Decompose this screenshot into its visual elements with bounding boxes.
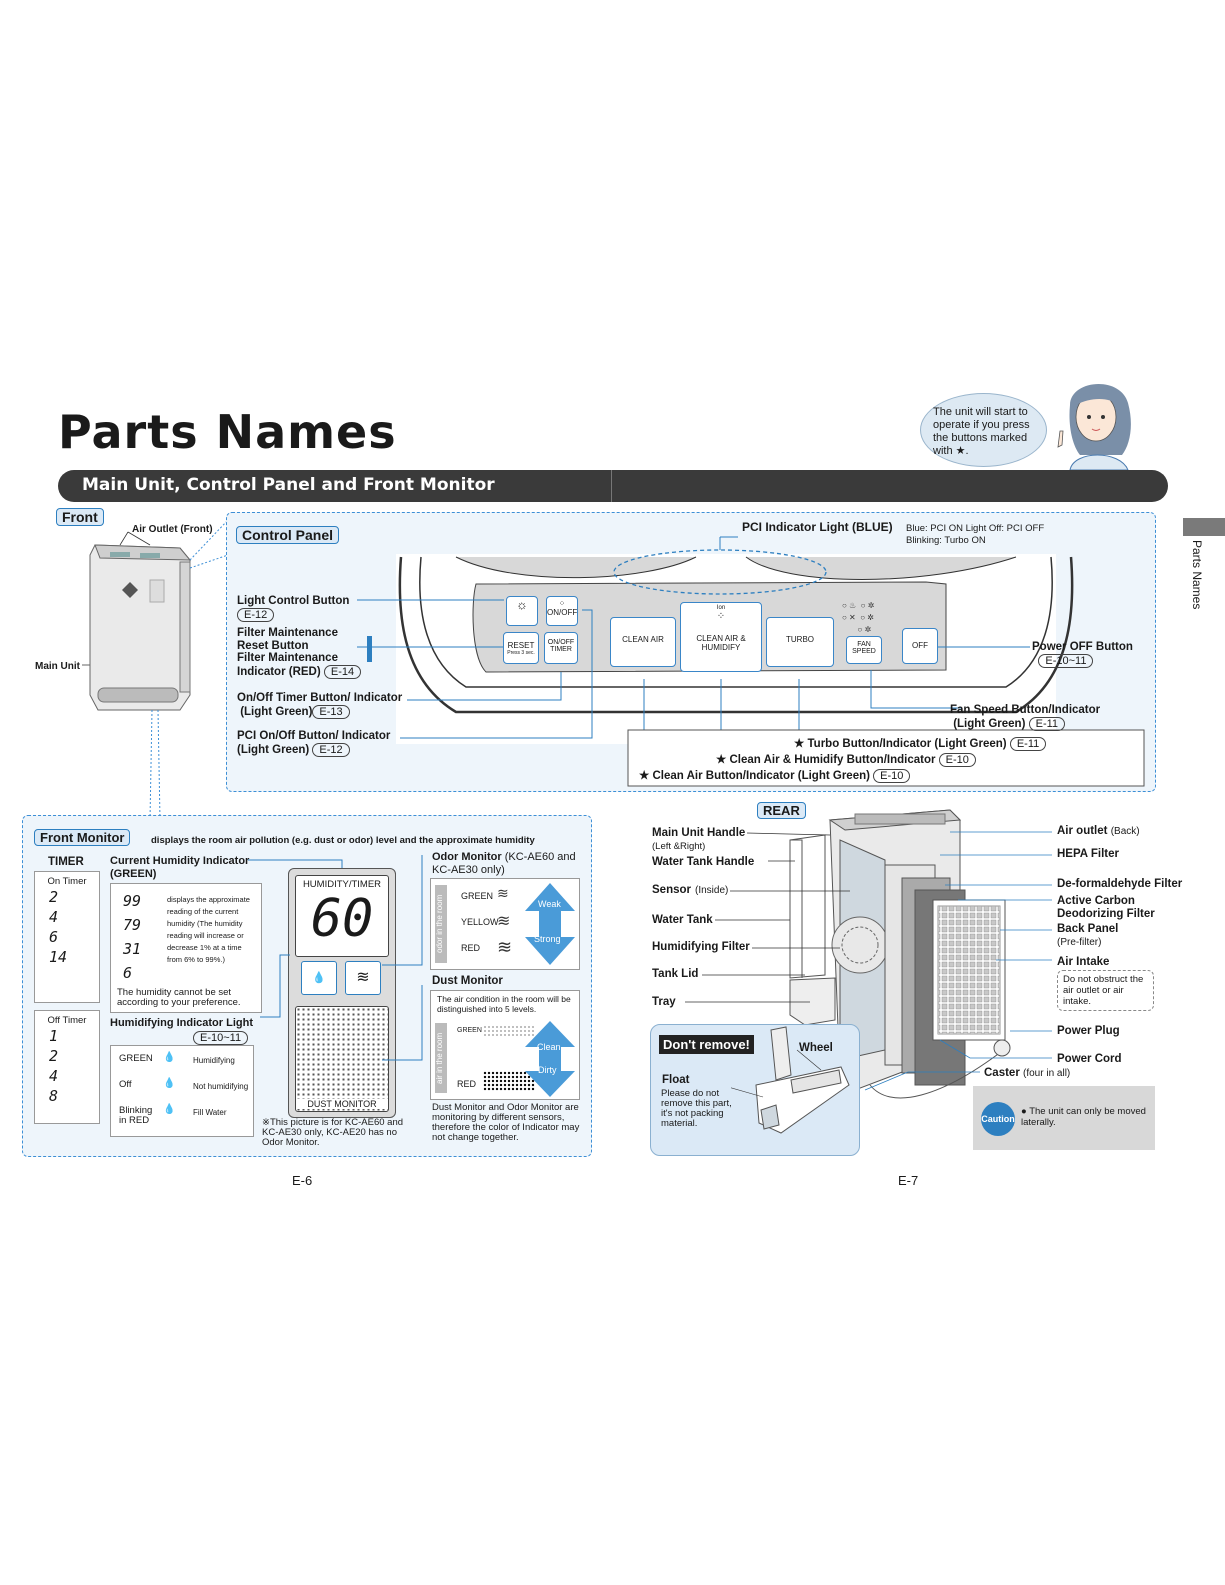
humidity-sample-value: 99 xyxy=(123,892,142,910)
sun-icon: ☼ xyxy=(516,597,528,612)
rear-part-label: Water Tank Handle xyxy=(652,856,755,868)
front-tag: Front xyxy=(56,508,104,526)
rear-part-label: Tank Lid xyxy=(652,968,699,980)
light-control-ref: E-12 xyxy=(237,608,274,622)
caution-badge: Caution xyxy=(981,1102,1015,1136)
side-tab-label: Parts Names xyxy=(1190,540,1204,610)
ion-icon: ⁘ xyxy=(716,611,726,622)
filter-indicator-label: Filter Maintenance Indicator (RED) E-14 xyxy=(237,652,361,679)
fan-speed-ref: E-11 xyxy=(1029,717,1065,731)
timer-value: 4 xyxy=(49,1067,59,1085)
speech-bubble xyxy=(920,393,1047,467)
humidity-sample-value: 31 xyxy=(123,940,142,958)
odor-monitor-box xyxy=(430,878,580,970)
power-cord-label: Power Cord xyxy=(1057,1053,1122,1065)
dust-monitor-box xyxy=(430,990,580,1100)
dont-remove-label: Don't remove! xyxy=(659,1035,754,1054)
light-control-label: Light Control Button E-12 xyxy=(237,595,350,621)
humidity-sample-value: 79 xyxy=(123,916,142,934)
fan-speed-button[interactable] xyxy=(846,636,882,664)
main-unit-label: Main Unit xyxy=(35,661,80,672)
onoff-timer-button[interactable] xyxy=(544,632,578,664)
humidifying-ref: E-10~11 xyxy=(193,1031,248,1045)
reset-text: RESET xyxy=(507,641,535,650)
monitor-note: Dust Monitor and Odor Monitor are monitoring by different sensors, therefore the color of Indicator may not change together. xyxy=(432,1102,580,1143)
turbo-label: ★ Turbo Button/Indicator (Light Green) E-11 xyxy=(794,737,1046,751)
odor-wave-icon: ≋ xyxy=(497,885,509,901)
rear-part-label: Humidifying Filter xyxy=(652,941,750,953)
air-outlet-back-label: Air outlet (Back) xyxy=(1057,825,1140,837)
footnote: ※This picture is for KC-AE60 and KC-AE30 only, KC-AE20 has no Odor Monitor. xyxy=(262,1117,404,1148)
odor-level: GREEN xyxy=(461,891,494,901)
front-monitor-desc: displays the room air pollution (e.g. dust or odor) level and the approximate humidity xyxy=(151,835,535,846)
air-intake-note: Do not obstruct the air outlet or air intake. xyxy=(1057,970,1154,1011)
clean-humidify-ref: E-10 xyxy=(939,753,976,767)
pci-icon: ⁘ xyxy=(558,599,566,608)
weak-label: Weak xyxy=(538,899,561,909)
rear-part-label: Water Tank xyxy=(652,914,713,926)
clean-air-label: ★ Clean Air Button/Indicator (Light Green) E-10 xyxy=(639,769,910,783)
humidity-note: The humidity cannot be set according to your preference. xyxy=(117,987,241,1008)
clean-humidify-label: ★ Clean Air & Humidify Button/Indicator E-10 xyxy=(716,753,976,767)
water-drop-icon: 💧 xyxy=(163,1052,176,1063)
hum-meaning: Humidifying xyxy=(193,1056,235,1065)
air-intake-label: Air Intake xyxy=(1057,956,1110,968)
fan-speed-text: FAN SPEED xyxy=(852,641,876,655)
off-text: OFF xyxy=(912,641,928,650)
filter-reset-label: Filter Maintenance Reset Button xyxy=(237,627,338,652)
on-timer-label: On Timer xyxy=(47,876,87,887)
turbo-button[interactable] xyxy=(766,617,834,667)
odor-level: RED xyxy=(461,943,481,953)
deformaldehyde-filter-label: De-formaldehyde Filter xyxy=(1057,878,1183,890)
timer-value: 4 xyxy=(49,908,59,926)
hum-state: Off xyxy=(119,1079,132,1090)
turbo-text: TURBO xyxy=(786,635,814,644)
dust-monitor-title: Dust Monitor xyxy=(432,975,503,987)
hum-meaning: Not humidifying xyxy=(193,1082,249,1091)
power-plug-label: Power Plug xyxy=(1057,1025,1120,1037)
hum-state: GREEN xyxy=(119,1053,153,1064)
carbon-filter-label: Active Carbon Deodorizing Filter xyxy=(1057,895,1155,920)
dust-level-red: RED xyxy=(457,1079,477,1089)
banner-text: Main Unit, Control Panel and Front Monitor xyxy=(82,475,495,495)
hepa-filter-label: HEPA Filter xyxy=(1057,848,1119,860)
pci-onoff-button[interactable] xyxy=(546,596,578,626)
rear-part-label: Tray xyxy=(652,996,676,1008)
clean-humidify-button[interactable] xyxy=(680,602,762,672)
onoff-timer-ref: E-13 xyxy=(312,705,349,719)
front-unit-illustration xyxy=(0,500,240,830)
timer-value: 1 xyxy=(49,1027,59,1045)
tray-float-illustration xyxy=(731,1025,859,1155)
power-off-ref: E-10~11 xyxy=(1038,654,1093,668)
humidity-sample-value: 6 xyxy=(123,964,133,982)
fan-speed-label: Fan Speed Button/Indicator (Light Green) E-11 xyxy=(950,704,1101,730)
clean-air-text: CLEAN AIR xyxy=(622,635,664,644)
off-timer-label: Off Timer xyxy=(47,1015,87,1026)
caution-text: ● The unit can only be moved laterally. xyxy=(1021,1106,1146,1128)
clean-label: Clean xyxy=(537,1042,561,1052)
pci-indicator-label: PCI Indicator Light (BLUE) xyxy=(742,520,893,534)
page-number-right: E-7 xyxy=(898,1173,919,1188)
timer-value: 14 xyxy=(49,948,68,966)
wheel-label: Wheel xyxy=(799,1042,833,1054)
power-off-button[interactable] xyxy=(902,628,938,664)
speech-text: The unit will start to operate if you press the buttons marked with ★. xyxy=(933,406,1030,457)
page-number-left: E-6 xyxy=(292,1173,313,1188)
pci-onoff-text: ON/OFF xyxy=(547,608,578,617)
pci-onoff-ref: E-12 xyxy=(312,743,349,757)
clean-humidify-text: CLEAN AIR & HUMIDIFY xyxy=(696,634,746,652)
pci-onoff-label: PCI On/Off Button/ Indicator (Light Green) E-12 xyxy=(237,730,391,756)
odor-waves-icon: ≋ xyxy=(345,961,381,995)
timer-value: 6 xyxy=(49,928,59,946)
turbo-ref: E-11 xyxy=(1010,737,1046,751)
odor-level: YELLOW xyxy=(461,917,499,927)
dust-side-label: air in the room xyxy=(435,1023,447,1093)
power-off-label: Power OFF Button E-10~11 xyxy=(1032,641,1133,667)
pci-note-1: Blue: PCI ON Light Off: PCI OFF xyxy=(906,523,1045,534)
dust-monitor-label: DUST MONITOR xyxy=(296,1099,388,1109)
hum-state: Blinking in RED xyxy=(119,1105,153,1126)
ion-text: Ion xyxy=(716,605,726,611)
strong-label: Strong xyxy=(534,934,561,944)
timer-value: 2 xyxy=(49,888,59,906)
dirty-label: Dirty xyxy=(538,1065,557,1075)
weak-strong-arrow xyxy=(525,883,575,965)
rear-part-label: Sensor (Inside) xyxy=(652,884,729,896)
humidity-desc: displays the approximate reading of the current humidity (The humidity reading will increase or decrease 1% at a time from 6% to 99%.) xyxy=(167,895,250,964)
humidity-timer-label: HUMIDITY/TIMER xyxy=(302,879,382,890)
dust-desc: The air condition in the room will be distinguished into 5 levels. xyxy=(437,994,571,1014)
float-label: Float xyxy=(662,1074,690,1086)
fan-speed-indicators-icon: ○ ♨ ○ ✲ ○ ✕ ○ ✲ ○ ✲ xyxy=(842,601,875,634)
water-drop-icon: 💧 xyxy=(163,1104,176,1115)
odor-wave-icon: ≋ xyxy=(497,913,511,930)
timer-value: 8 xyxy=(49,1087,59,1105)
odor-side-label: odor in the room xyxy=(435,885,447,963)
rear-tag: REAR xyxy=(757,802,806,819)
odor-wave-icon: ≋ xyxy=(497,937,513,957)
humidifying-title: Humidifying Indicator Light xyxy=(110,1017,253,1029)
timer-heading: TIMER xyxy=(48,856,84,868)
girl-illustration xyxy=(1050,375,1140,470)
water-drops-icon: 💧 xyxy=(301,961,337,995)
hum-meaning: Fill Water xyxy=(193,1108,227,1117)
control-panel-tag: Control Panel xyxy=(236,526,339,544)
onoff-timer-text: ON/OFF TIMER xyxy=(547,639,575,653)
caster-label: Caster (four in all) xyxy=(984,1067,1071,1079)
timer-value: 2 xyxy=(49,1047,59,1065)
clean-air-button[interactable] xyxy=(610,617,676,667)
dust-level-green: GREEN xyxy=(457,1027,482,1034)
light-control-button[interactable] xyxy=(506,596,538,626)
humidity-indicator-title: Current Humidity Indicator (GREEN) xyxy=(110,855,250,880)
clean-dirty-arrow xyxy=(525,1021,575,1097)
filter-indicator-ref: E-14 xyxy=(324,665,361,679)
rear-part-label: Main Unit Handle (Left &Right) xyxy=(652,827,746,852)
onoff-timer-label: On/Off Timer Button/ Indicator (Light Green) E-13 xyxy=(237,692,403,718)
clean-air-ref: E-10 xyxy=(873,769,910,783)
float-note: Please do not remove this part, it's not packing material. xyxy=(661,1088,732,1129)
dont-remove-box xyxy=(650,1024,860,1156)
reset-sub-text: Press 3 sec. xyxy=(507,650,535,656)
humidity-value: 60 xyxy=(310,889,374,949)
front-monitor-tag: Front Monitor xyxy=(34,829,130,846)
section-banner xyxy=(58,470,1168,502)
page-title: Parts Names xyxy=(58,405,397,459)
odor-monitor-title: Odor Monitor (KC-AE60 and KC-AE30 only) xyxy=(432,851,576,876)
side-tab xyxy=(1183,518,1225,536)
water-drop-icon: 💧 xyxy=(163,1078,176,1089)
back-panel-label: Back Panel (Pre-filter) xyxy=(1057,923,1119,948)
pci-note-2: Blinking: Turbo ON xyxy=(906,535,986,546)
air-outlet-front-label: Air Outlet (Front) xyxy=(132,524,213,535)
caution-box xyxy=(973,1086,1155,1150)
filter-reset-button[interactable] xyxy=(503,632,539,664)
